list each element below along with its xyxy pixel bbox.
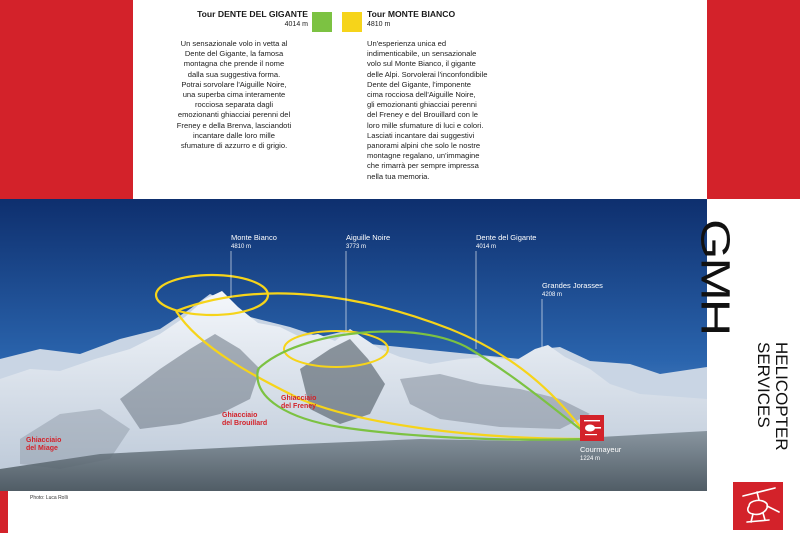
tour-bianco-altitude: 4810 m	[367, 21, 391, 28]
text-line: delle Alpi. Sorvolerai l'inconfondibile	[367, 69, 488, 79]
peak-grandes-jorasses-name: Grandes Jorasses	[542, 281, 603, 290]
courmayeur-altitude: 1224 m	[580, 456, 601, 462]
tour-dente-column	[160, 9, 308, 151]
tour-bianco-color-swatch	[342, 12, 362, 32]
text-line: del Freney e del Brouillard con le	[367, 110, 479, 120]
peak-monte-bianco-altitude: 4810 m	[231, 244, 252, 250]
text-line: una superba cima interamente	[182, 90, 286, 100]
tour-dente-title: Tour DENTE DEL GIGANTE	[197, 9, 308, 19]
red-band-bottom-left	[0, 491, 8, 533]
text-line: indimenticabile, un sensazionale	[367, 49, 477, 59]
glacier-miage-line2: del Miage	[26, 445, 58, 452]
tour-dente-altitude: 4014 m	[284, 21, 308, 28]
text-line: Lasciati incantare dai suggestivi	[367, 130, 475, 140]
text-line: dalla sua suggestiva forma.	[187, 69, 281, 79]
text-line: sfumature di azzurro e di grigio.	[180, 141, 288, 151]
peak-aiguille-noire-name: Aiguille Noire	[346, 233, 391, 242]
brand-line-services: SERVICES	[754, 342, 773, 428]
text-line: gli emozionanti ghiacciai perenni	[367, 100, 477, 110]
courmayeur-name: Courmayeur	[580, 445, 622, 454]
glacier-freney-line2: del Freney	[281, 403, 317, 410]
glacier-miage-line1: Ghiacciaio	[26, 437, 62, 444]
gmh-logo-letters: GMH	[692, 219, 738, 335]
text-line: Potrai sorvolare l'Aiguille Noire,	[181, 79, 287, 89]
text-line: Dente del Gigante, l'imponente	[367, 79, 472, 89]
text-line: volo sul Monte Bianco, il gigante	[367, 59, 476, 69]
helicopter-icon	[733, 482, 783, 530]
peak-grandes-jorasses-altitude: 4208 m	[542, 292, 563, 298]
text-line: che rimarrà per sempre impressa	[367, 161, 479, 171]
glacier-freney-line1: Ghiacciaio	[281, 395, 317, 402]
glacier-brouillard-line2: del Brouillard	[222, 420, 268, 427]
tour-dente-color-swatch	[312, 12, 332, 32]
tour-bianco-description	[367, 39, 537, 182]
red-band-left	[0, 0, 133, 199]
text-line: emozionanti ghiacciai perenni del	[177, 110, 291, 120]
peak-aiguille-noire-altitude: 3773 m	[346, 244, 367, 250]
red-band-right	[707, 0, 800, 199]
tour-bianco-title: Tour MONTE BIANCO	[367, 9, 456, 19]
brand-line-helicopter: HELICOPTER	[772, 342, 791, 451]
text-line: cima rocciosa dell'Aiguille Noire,	[367, 90, 476, 100]
glacier-brouillard-line1: Ghiacciaio	[222, 412, 258, 419]
text-line: Freney e della Brenva, lasciandoti	[176, 120, 292, 130]
tour-dente-description	[160, 39, 308, 151]
text-line: Un sensazionale volo in vetta al	[180, 39, 288, 48]
photo-credit: Photo: Luca Rolli	[30, 495, 68, 501]
text-line: Un'esperienza unica ed	[367, 39, 447, 48]
text-line: montagne regalano, un'immagine	[367, 151, 480, 161]
text-line: Dente del Gigante, la famosa	[184, 49, 284, 59]
peak-dente-gigante-altitude: 4014 m	[476, 244, 497, 250]
text-line: rocciosa separata dagli	[194, 100, 274, 110]
peak-monte-bianco-name: Monte Bianco	[231, 233, 277, 242]
text-line: incantare dalle loro mille	[193, 130, 275, 140]
text-line: nella tua memoria.	[367, 171, 430, 181]
mountain-panorama	[0, 199, 707, 491]
text-line: panorami alpini che solo le nostre	[367, 141, 481, 151]
text-line: loro mille sfumature di luci e colori.	[367, 120, 484, 130]
tour-bianco-column	[367, 9, 537, 182]
peak-dente-gigante-name: Dente del Gigante	[476, 233, 537, 242]
text-line: montagna che prende il nome	[183, 59, 285, 69]
